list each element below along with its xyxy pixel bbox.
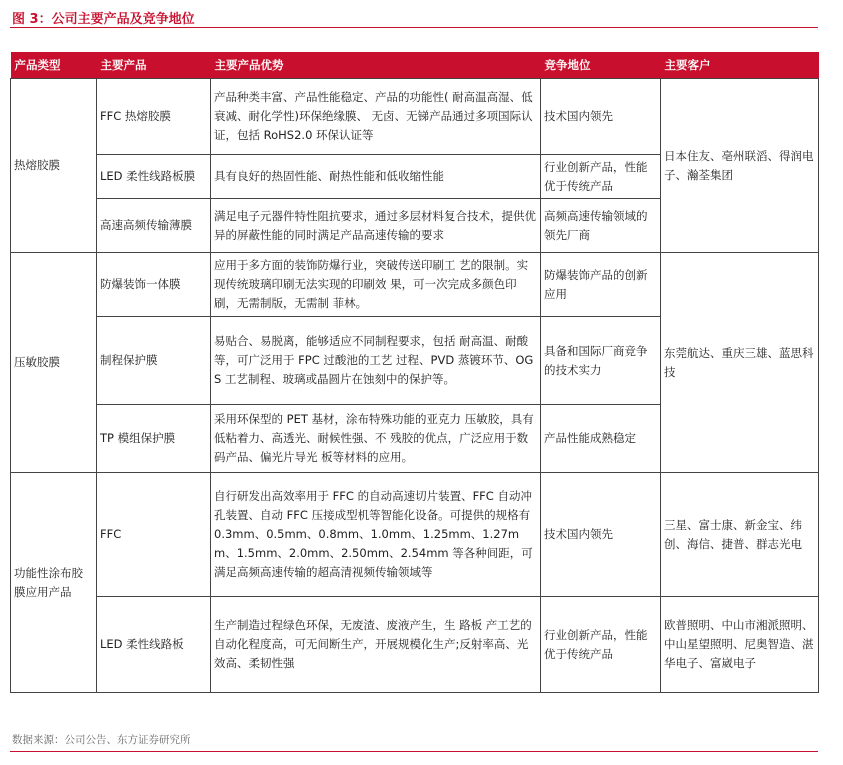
header-product-type: 产品类型 bbox=[11, 52, 97, 79]
product-cell: 防爆装饰一体膜 bbox=[97, 253, 211, 317]
advantage-cell: 生产制造过程绿色环保，无废渣、废液产生，生 路板 产工艺的自动化程度高，可无间断生产，开展规模化生产;反射率高、光效高、柔韧性强 bbox=[211, 597, 541, 693]
position-cell: 行业创新产品，性能优于传统产品 bbox=[541, 155, 661, 199]
position-cell: 高频高速传输领域的领先厂商 bbox=[541, 199, 661, 253]
category-cell: 功能性涂布胶膜应用产品 bbox=[11, 473, 97, 693]
category-cell: 热熔胶膜 bbox=[11, 79, 97, 253]
figure-title: 图 3：公司主要产品及竞争地位 bbox=[12, 12, 195, 27]
table-row bbox=[11, 253, 819, 317]
advantage-cell: 满足电子元器件特性阻抗要求，通过多层材料复合技术，提供优异的屏蔽性能的同时满足产品高速传输的要求 bbox=[211, 199, 541, 253]
header-main-customers: 主要客户 bbox=[661, 52, 819, 79]
advantage-cell: 具有良好的热固性能、耐热性能和低收缩性能 bbox=[211, 155, 541, 199]
position-cell: 防爆装饰产品的创新应用 bbox=[541, 253, 661, 317]
bottom-rule bbox=[10, 751, 818, 752]
advantage-cell: 易贴合、易脱离，能够适应不同制程要求，包括 耐高温、耐酸等，可广泛用于 FPC 过酸池的工艺 过程、PVD 蒸镀环节、OGS 工艺制程、玻璃或晶圆片在蚀刻中的保护等。 bbox=[211, 317, 541, 405]
advantage-cell: 应用于多方面的装饰防爆行业，突破传送印刷工 艺的限制。实现传统玻璃印刷无法实现的印刷效 果，可一次完成多颜色印刷，无需制版，无需制 菲林。 bbox=[211, 253, 541, 317]
header-main-product: 主要产品 bbox=[97, 52, 211, 79]
table-row bbox=[11, 79, 819, 155]
product-cell: 高速高频传输薄膜 bbox=[97, 199, 211, 253]
source-note: 数据来源：公司公告、东方证券研究所 bbox=[12, 734, 191, 746]
table-row bbox=[11, 473, 819, 597]
customers-cell: 东莞航达、重庆三雄、蓝思科技 bbox=[661, 253, 819, 473]
position-cell: 行业创新产品，性能优于传统产品 bbox=[541, 597, 661, 693]
table-row bbox=[11, 597, 819, 693]
category-cell: 压敏胶膜 bbox=[11, 253, 97, 473]
position-cell: 技术国内领先 bbox=[541, 79, 661, 155]
product-table bbox=[10, 52, 819, 693]
product-cell: LED 柔性线路板膜 bbox=[97, 155, 211, 199]
advantage-cell: 产品种类丰富、产品性能稳定、产品的功能性( 耐高温高湿、低衰减、耐化学性)环保绝缘膜、 无卤、无锑产品通过多项国际认证，包括 RoHS2.0 环保认证等 bbox=[211, 79, 541, 155]
position-cell: 技术国内领先 bbox=[541, 473, 661, 597]
advantage-cell: 采用环保型的 PET 基材，涂布特殊功能的亚克力 压敏胶，具有低粘着力、高透光、耐候性强、不 残胶的优点，广泛应用于数码产品、偏光片导光 板等材料的应用。 bbox=[211, 405, 541, 473]
product-cell: FFC bbox=[97, 473, 211, 597]
product-cell: TP 模组保护膜 bbox=[97, 405, 211, 473]
header-competitive-position: 竞争地位 bbox=[541, 52, 661, 79]
customers-cell: 欧普照明、中山市湘派照明、中山星望照明、尼奥智造、湛华电子、富崴电子 bbox=[661, 597, 819, 693]
position-cell: 具备和国际厂商竞争的技术实力 bbox=[541, 317, 661, 405]
product-cell: FFC 热熔胶膜 bbox=[97, 79, 211, 155]
table-header-row bbox=[11, 52, 819, 79]
customers-cell: 三星、富士康、新金宝、纬创、海信、捷普、群志光电 bbox=[661, 473, 819, 597]
top-rule bbox=[10, 27, 818, 28]
advantage-cell: 自行研发出高效率用于 FFC 的自动高速切片装置、FFC 自动冲孔装置、自动 FFC 压接成型机等智能化设备。可提供的规格有 0.3mm、0.5mm、0.8mm、1.0mm、1.25mm、1.27mm、1.5mm、2.0mm、2.50mm、2.54mm 等各种间距，可满足高频高速传输的超高清视频传输领域等 bbox=[211, 473, 541, 597]
header-advantage: 主要产品优势 bbox=[211, 52, 541, 79]
customers-cell: 日本住友、亳州联滔、得润电子、瀚荃集团 bbox=[661, 79, 819, 253]
product-cell: 制程保护膜 bbox=[97, 317, 211, 405]
product-cell: LED 柔性线路板 bbox=[97, 597, 211, 693]
position-cell: 产品性能成熟稳定 bbox=[541, 405, 661, 473]
